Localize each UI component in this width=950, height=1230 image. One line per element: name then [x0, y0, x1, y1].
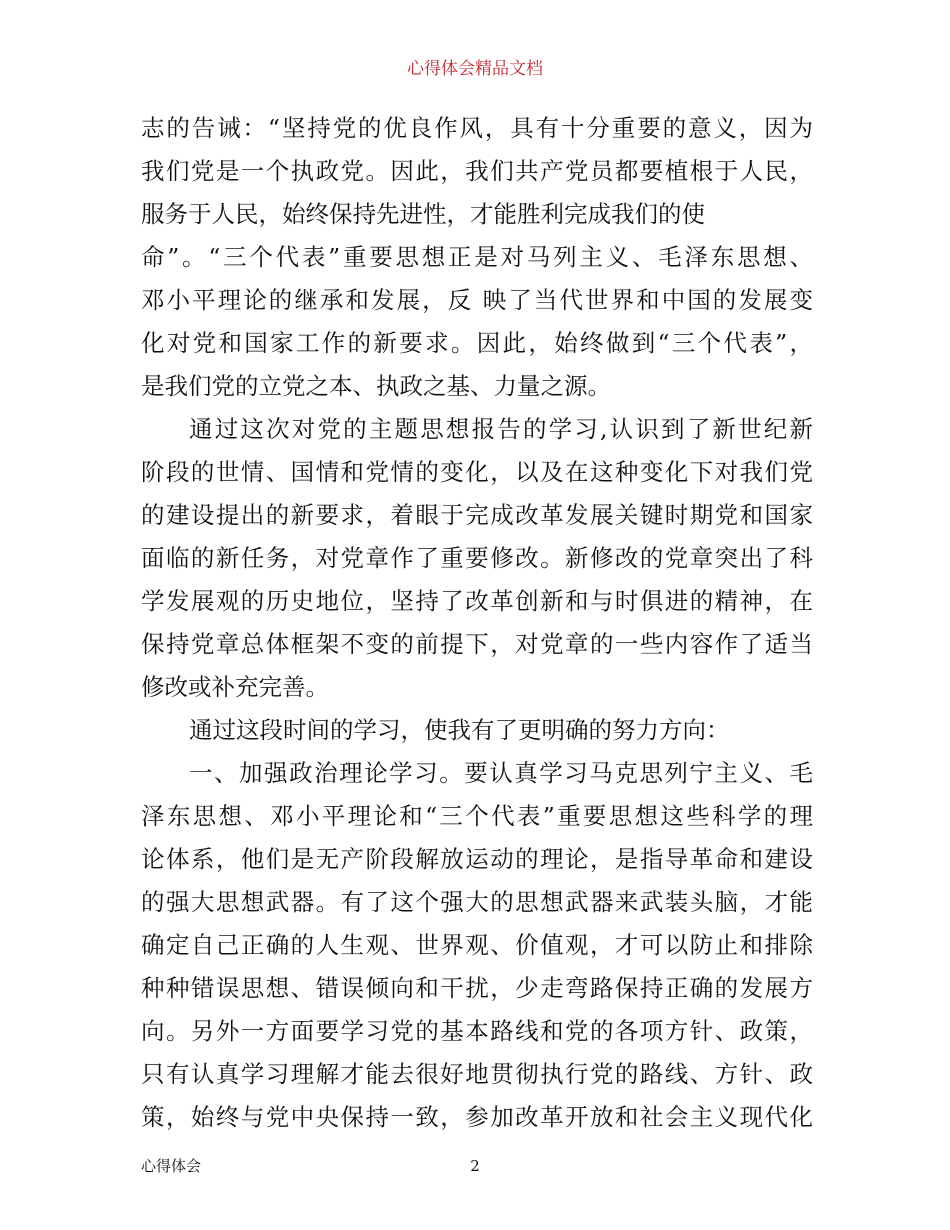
text-line: 服务于人民，始终保持先进性，才能胜利完成我们的使 — [141, 200, 705, 228]
footer-label: 心得体会 — [141, 1157, 202, 1175]
text-line: 只有认真学习理解才能去很好地贯彻执行党的路线、方针、政 — [141, 1060, 813, 1088]
text-line: 策，始终与党中央保持一致，参加改革开放和社会主义现代化 — [141, 1103, 813, 1131]
text-line: 学发展观的历史地位，坚持了改革创新和与时俱进的精神，在 — [141, 587, 813, 615]
text-line: 我们党是一个执政党。因此，我们共产党员都要植根于人民， — [141, 157, 813, 185]
paragraph-start-line: 通过这段时间的学习，使我有了更明确的努力方向： — [189, 716, 730, 744]
text-line: 邓小平理论的继承和发展，反 映了当代世界和中国的发展变 — [141, 286, 813, 314]
text-line: 修改或补充完善。 — [141, 673, 329, 701]
text-line: 的强大思想武器。有了这个强大的思想武器来武装头脑，才能 — [141, 888, 813, 916]
text-line: 化对党和国家工作的新要求。因此，始终做到“三个代表”， — [141, 329, 813, 357]
text-line: 命”。“三个代表”重要思想正是对马列主义、毛泽东思想、 — [141, 243, 813, 271]
page-number: 2 — [470, 1157, 480, 1175]
text-line: 阶段的世情、国情和党情的变化，以及在这种变化下对我们党 — [141, 458, 813, 486]
text-line: 保持党章总体框架不变的前提下，对党章的一些内容作了适当 — [141, 630, 813, 658]
page-header-title: 心得体会精品文档 — [407, 59, 543, 79]
text-line: 确定自己正确的人生观、世界观、价值观，才可以防止和排除 — [141, 931, 813, 959]
text-line: 的建设提出的新要求，着眼于完成改革发展关键时期党和国家 — [141, 501, 813, 529]
text-line: 论体系，他们是无产阶段解放运动的理论，是指导革命和建设 — [141, 845, 813, 873]
text-line: 泽东思想、邓小平理论和“三个代表”重要思想这些科学的理 — [141, 802, 813, 830]
paragraph-start-line: 通过这次对党的主题思想报告的学习,认识到了新世纪新 — [189, 415, 813, 443]
text-line: 种种错误思想、错误倾向和干扰，少走弯路保持正确的发展方 — [141, 974, 813, 1002]
text-line: 向。另外一方面要学习党的基本路线和党的各项方针、政策， — [141, 1017, 813, 1045]
text-line: 志的告诫：“坚持党的优良作风，具有十分重要的意义，因为 — [141, 114, 813, 142]
text-line: 是我们党的立党之本、执政之基、力量之源。 — [141, 372, 611, 400]
document-body — [141, 107, 813, 1139]
text-line: 面临的新任务，对党章作了重要修改。新修改的党章突出了科 — [141, 544, 813, 572]
paragraph-start-line: 一、加强政治理论学习。要认真学习马克思列宁主义、毛 — [189, 759, 813, 787]
